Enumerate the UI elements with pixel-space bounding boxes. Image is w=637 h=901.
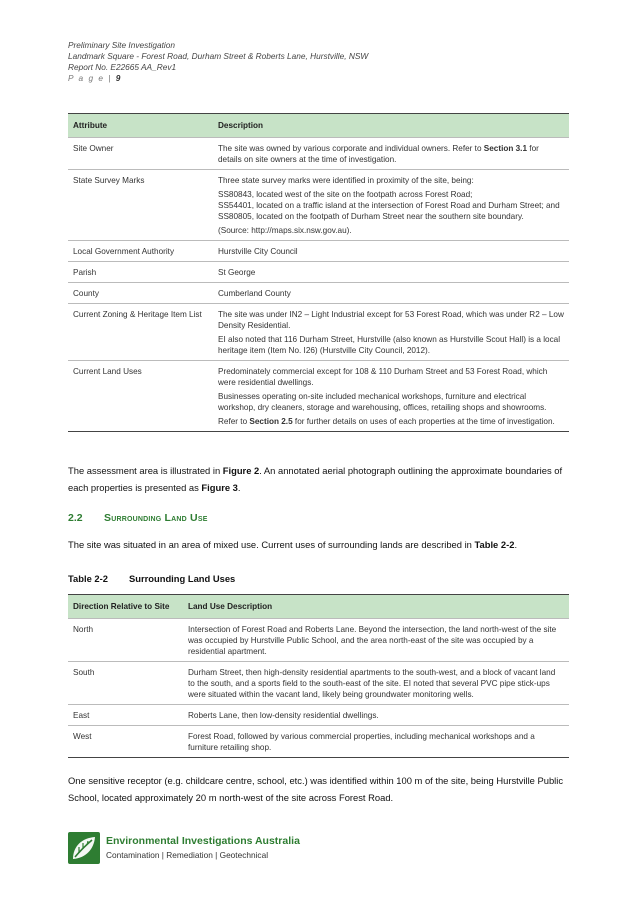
- attribute-cell: Current Land Uses: [68, 361, 213, 432]
- direction-cell: East: [68, 705, 183, 726]
- table-row: [68, 241, 569, 262]
- table-caption: [68, 573, 235, 584]
- page-indicator: [68, 73, 368, 84]
- report-title: Preliminary Site Investigation: [68, 40, 175, 50]
- section-number: 2.2: [68, 512, 83, 524]
- company-logo: [68, 832, 100, 864]
- column-header-attribute: Attribute: [68, 114, 213, 138]
- leaf-icon: [68, 832, 100, 864]
- description-cell: The site was owned by various corporate and individual owners. Refer to Section 3.1 for details on site owners at the time of investigation.: [213, 138, 569, 170]
- attribute-cell: Current Zoning & Heritage Item List: [68, 304, 213, 361]
- table-row: [68, 304, 569, 361]
- table-caption-number: Table 2-2: [68, 573, 108, 584]
- direction-cell: North: [68, 619, 183, 662]
- section-heading: [68, 512, 208, 524]
- description-cell: The site was under IN2 – Light Industrial except for 53 Forest Road, which was under R2 – Low Density Residential. EI also noted that 116 Durham Street, Hurstville (also known as Hurstville Scout Hall) is a local heritage item (Item No. I26) (Hurstville City Council, 2012).: [213, 304, 569, 361]
- column-header-direction: Direction Relative to Site: [68, 595, 183, 619]
- company-name: Environmental Investigations Australia: [106, 835, 300, 847]
- table-caption-title: Surrounding Land Uses: [129, 573, 236, 584]
- description-cell: Cumberland County: [213, 283, 569, 304]
- page-header: [68, 40, 368, 84]
- direction-cell: South: [68, 662, 183, 705]
- table-row: [68, 138, 569, 170]
- land-use-cell: Durham Street, then high-density residential apartments to the south-west, and a block of vacant land to the south, and a sports field to the south-east of the site. EI noted that several PVC pipe stick-ups were situated within the vacant land, likely being groundwater monitoring wells.: [183, 662, 569, 705]
- column-header-land-use: Land Use Description: [183, 595, 569, 619]
- direction-cell: West: [68, 726, 183, 758]
- surrounding-intro-paragraph: The site was situated in an area of mixed use. Current uses of surrounding lands are described in Table 2-2.: [68, 539, 518, 550]
- table-row: [68, 262, 569, 283]
- description-cell: St George: [213, 262, 569, 283]
- table-row: [68, 705, 569, 726]
- table-row: [68, 619, 569, 662]
- attribute-cell: Parish: [68, 262, 213, 283]
- section-title: Surrounding Land Use: [104, 512, 208, 524]
- project-name: Landmark Square - Forest Road, Durham Street & Roberts Lane, Hurstville, NSW: [68, 51, 369, 61]
- land-use-cell: Roberts Lane, then low-density residential dwellings.: [183, 705, 569, 726]
- table-header-row: [68, 114, 569, 138]
- column-header-description: Description: [213, 114, 569, 138]
- description-cell: Predominately commercial except for 108 & 110 Durham Street and 53 Forest Road, which were residential dwellings. Businesses operating on-site included mechanical workshops, furniture and electrical workshop, dry cleaners, storage and warehousing, offices, retailing shops and showrooms. Refer to Section 2.5 for further details on uses of each properties at the time of investigation.: [213, 361, 569, 432]
- land-use-cell: Intersection of Forest Road and Roberts Lane. Beyond the intersection, the land north-west of the site was occupied by Hurstville Public School, and the area north-east of the site was occupied by a residential apartment.: [183, 619, 569, 662]
- table-row: [68, 283, 569, 304]
- page-number: 9: [115, 73, 121, 83]
- attribute-cell: Local Government Authority: [68, 241, 213, 262]
- sensitive-receptor-paragraph: One sensitive receptor (e.g. childcare centre, school, etc.) was identified within 100 m of the site, being Hurstville Public School, located approximately 20 m north-west of the site across Forest Road.: [68, 775, 564, 803]
- assessment-area-paragraph: The assessment area is illustrated in Figure 2. An annotated aerial photograph outlining the approximate boundaries of each properties is presented as Figure 3.: [68, 465, 563, 493]
- attribute-cell: State Survey Marks: [68, 170, 213, 241]
- table-row: [68, 361, 569, 432]
- page-label: P a g e |: [68, 73, 116, 83]
- land-use-cell: Forest Road, followed by various commercial properties, including mechanical workshops and a furniture retailing shop.: [183, 726, 569, 758]
- description-cell: Hurstville City Council: [213, 241, 569, 262]
- site-attributes-table: [68, 113, 569, 432]
- table-row: [68, 662, 569, 705]
- attribute-cell: County: [68, 283, 213, 304]
- table-header-row: [68, 595, 569, 619]
- description-cell: Three state survey marks were identified in proximity of the site, being: SS80843, located west of the site on the footpath across Forest Road; SS54401, located on a traffic island at the intersection of Forest Road and Durham Street; and SS80805, located on the footpath of Durham Street near the southern site boundary. (Source: http://maps.six.nsw.gov.au).: [213, 170, 569, 241]
- attribute-cell: Site Owner: [68, 138, 213, 170]
- table-row: [68, 726, 569, 758]
- page-footer: [68, 832, 300, 864]
- surrounding-land-uses-table: [68, 594, 569, 758]
- report-number: Report No. E22665 AA_Rev1: [68, 62, 177, 72]
- table-row: [68, 170, 569, 241]
- company-tagline: Contamination | Remediation | Geotechnical: [106, 850, 269, 860]
